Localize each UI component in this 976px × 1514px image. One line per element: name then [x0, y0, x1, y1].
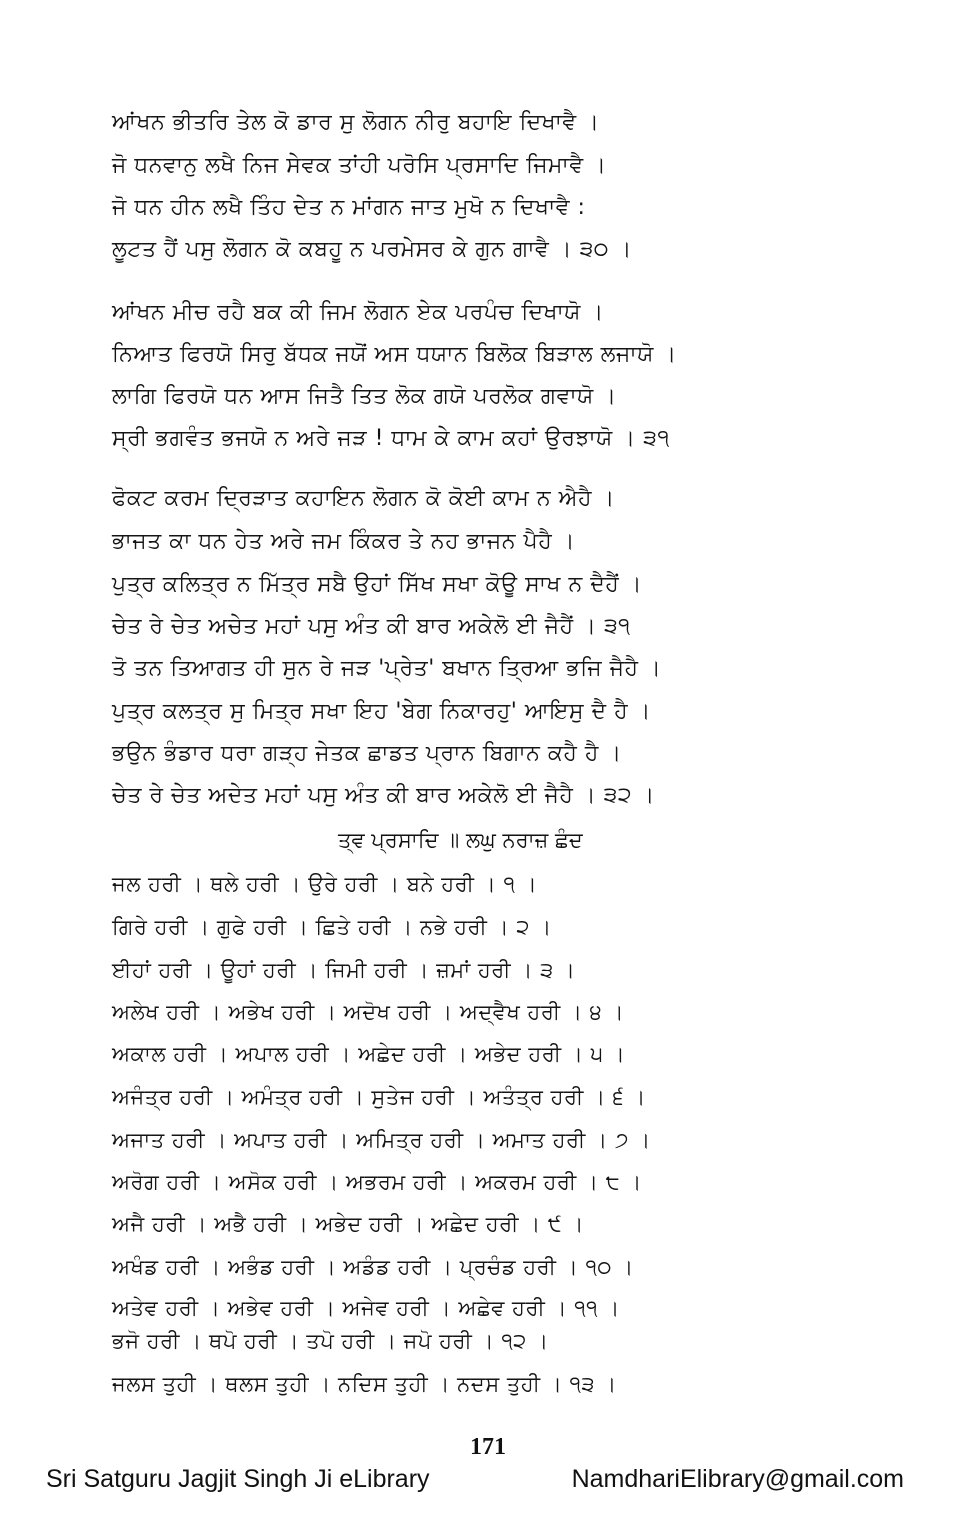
library-credit: Sri Satguru Jagjit Singh Ji eLibrary [46, 1465, 430, 1493]
chhand-line: ਈਹਾਂ ਹਰੀ । ਊਹਾਂ ਹਰੀ । ਜਿਮੀ ਹਰੀ । ਜ਼ਮਾਂ ਹਰੀ । ੩ । [112, 958, 576, 982]
contact-email: NamdhariElibrary@gmail.com [571, 1465, 904, 1493]
verse-line: ਚੇਤ ਰੇ ਚੇਤ ਅਦੇਤ ਮਹਾਂ ਪਸੁ ਅੰਤ ਕੀ ਬਾਰ ਅਕੇਲੋ ਈ ਜੈਹੈ । ੩੨ । [112, 783, 655, 808]
chhand-line: ਅਜੈ ਹਰੀ । ਅਭੈ ਹਰੀ । ਅਭੇਦ ਹਰੀ । ਅਛੇਦ ਹਰੀ । ੯ । [112, 1212, 585, 1236]
verse-line: ਭਉਨ ਭੰਡਾਰ ਧਰਾ ਗੜ੍ਹ ਜੇਤਕ ਛਾਡਤ ਪ੍ਰਾਨ ਬਿਗਾਨ ਕਹੈ ਹੈ । [112, 741, 622, 766]
chhand-line: ਅਲੇਖ ਹਰੀ । ਅਭੇਖ ਹਰੀ । ਅਦੋਖ ਹਰੀ । ਅਦ੍ਵੈਖ ਹਰੀ । ੪ । [112, 1000, 625, 1024]
chhand-line: ਜਲ ਹਰੀ । ਥਲੇ ਹਰੀ । ਉਰੇ ਹਰੀ । ਬਨੇ ਹਰੀ । ੧ । [112, 872, 538, 896]
chhand-line: ਅਜੰਤ੍ਰ ਹਰੀ । ਅਮੰਤ੍ਰ ਹਰੀ । ਸੁਤੇਜ ਹਰੀ । ਅਤੰਤ੍ਰ ਹਰੀ । ੬ । [112, 1085, 646, 1109]
verse-line: ਪੁਤ੍ਰ ਕਲਿਤ੍ਰ ਨ ਮਿੱਤ੍ਰ ਸਬੈ ਉਹਾਂ ਸਿੱਖ ਸਖਾ ਕੋਊ ਸਾਖ ਨ ਦੈਹੈਂ । [112, 572, 643, 597]
section-heading: ਤ੍ਵ ਪ੍ਰਸਾਦਿ ॥ ਲਘੁ ਨਰਾਜ਼ ਛੰਦ [338, 828, 583, 852]
chhand-line: ਭਜੋ ਹਰੀ । ਥਪੋ ਹਰੀ । ਤਪੋ ਹਰੀ । ਜਪੋ ਹਰੀ । ੧੨ । [112, 1329, 549, 1353]
verse-line: ਜੋ ਧਨ ਹੀਨ ਲਖੈ ਤਿੰਹ ਦੇਤ ਨ ਮਾਂਗਨ ਜਾਤ ਮੁਖੋ ਨ ਦਿਖਾਵੈ : [112, 195, 586, 220]
chhand-line: ਅਜਾਤ ਹਰੀ । ਅਪਾਤ ਹਰੀ । ਅਮਿਤ੍ਰ ਹਰੀ । ਅਮਾਤ ਹਰੀ । ੭ । [112, 1128, 651, 1152]
page-number: 171 [470, 1434, 506, 1460]
verse-line: ਤੋ ਤਨ ਤਿਆਗਤ ਹੀ ਸੁਨ ਰੇ ਜੜ 'ਪ੍ਰੇਤ' ਬਖਾਨ ਤ੍ਰਿਆ ਭਜਿ ਜੈਹੈ । [112, 656, 662, 681]
verse-line: ਲੂਟਤ ਹੈਂ ਪਸੁ ਲੋਗਨ ਕੋ ਕਬਹੂ ਨ ਪਰਮੇਸਰ ਕੇ ਗੁਨ ਗਾਵੈ । ੩੦ । [112, 237, 632, 262]
verse-line: ਲਾਗਿ ਫਿਰਯੋ ਧਨ ਆਸ ਜਿਤੈ ਤਿਤ ਲੋਕ ਗਯੋ ਪਰਲੋਕ ਗਵਾਯੋ । [112, 384, 617, 409]
chhand-line: ਅਖੰਡ ਹਰੀ । ਅਭੰਡ ਹਰੀ । ਅਡੰਡ ਹਰੀ । ਪ੍ਰਚੰਡ ਹਰੀ । ੧੦ । [112, 1255, 634, 1279]
chhand-line: ਗਿਰੇ ਹਰੀ । ਗੁਫੇ ਹਰੀ । ਛਿਤੇ ਹਰੀ । ਨਭੇ ਹਰੀ । ੨ । [112, 915, 552, 939]
verse-line: ਸ੍ਰੀ ਭਗਵੰਤ ਭਜਯੋ ਨ ਅਰੇ ਜੜ ! ਧਾਮ ਕੇ ਕਾਮ ਕਹਾਂ ਉਰਝਾਯੋ । ੩੧ [112, 426, 670, 451]
verse-line: ਆਂਖਨ ਭੀਤਰਿ ਤੇਲ ਕੋ ਡਾਰ ਸੁ ਲੋਗਨ ਨੀਰੁ ਬਹਾਇ ਦਿਖਾਵੈ । [112, 110, 600, 135]
chhand-line: ਅਕਾਲ ਹਰੀ । ਅਪਾਲ ਹਰੀ । ਅਛੇਦ ਹਰੀ । ਅਭੇਦ ਹਰੀ । ੫ । [112, 1042, 626, 1066]
chhand-line: ਅਰੋਗ ਹਰੀ । ਅਸੋਕ ਹਰੀ । ਅਭਰਮ ਹਰੀ । ਅਕਰਮ ਹਰੀ । ੮ । [112, 1170, 642, 1194]
verse-line: ਨਿਆਤ ਫਿਰਯੋ ਸਿਰੁ ਬੱਧਕ ਜਯੋਂ ਅਸ ਧਯਾਨ ਬਿਲੋਕ ਬਿੜਾਲ ਲਜਾਯੋ । [112, 342, 677, 367]
verse-line: ਪੁਤ੍ਰ ਕਲਤ੍ਰ ਸੁ ਮਿਤ੍ਰ ਸਖਾ ਇਹ 'ਬੇਗ ਨਿਕਾਰਹੁ' ਆਇਸੁ ਦੈ ਹੈ । [112, 699, 651, 724]
verse-line: ਭਾਜਤ ਕਾ ਧਨ ਹੇਤ ਅਰੇ ਜਮ ਕਿੰਕਰ ਤੇ ਨਹ ਭਾਜਨ ਪੈਹੈ । [112, 529, 576, 554]
chhand-line: ਅਤੇਵ ਹਰੀ । ਅਭੇਵ ਹਰੀ । ਅਜੇਵ ਹਰੀ । ਅਛੇਵ ਹਰੀ । ੧੧ । [112, 1296, 620, 1320]
verse-line: ਚੇਤ ਰੇ ਚੇਤ ਅਚੇਤ ਮਹਾਂ ਪਸੁ ਅੰਤ ਕੀ ਬਾਰ ਅਕੇਲੋ ਈ ਜੈਹੈਂ । ੩੧ [112, 614, 631, 639]
verse-line: ਜੋ ਧਨਵਾਨੁ ਲਖੈ ਨਿਜ ਸੇਵਕ ਤਾਂਹੀ ਪਰੋਸਿ ਪ੍ਰਸਾਦਿ ਜਿਮਾਵੈ । [112, 153, 607, 178]
verse-line: ਫੋਕਟ ਕਰਮ ਦ੍ਰਿੜਾਤ ਕਹਾਇਨ ਲੋਗਨ ਕੋ ਕੋਈ ਕਾਮ ਨ ਐਹੈ । [112, 486, 615, 511]
chhand-line: ਜਲਸ ਤੁਹੀ । ਥਲਸ ਤੁਹੀ । ਨਦਿਸ ਤੁਹੀ । ਨਦਸ ਤੁਹੀ । ੧੩ । [112, 1372, 617, 1396]
verse-line: ਆਂਖਨ ਮੀਚ ਰਹੈ ਬਕ ਕੀ ਜਿਮ ਲੋਗਨ ਏਕ ਪਰਪੰਚ ਦਿਖਾਯੋ । [112, 300, 604, 325]
